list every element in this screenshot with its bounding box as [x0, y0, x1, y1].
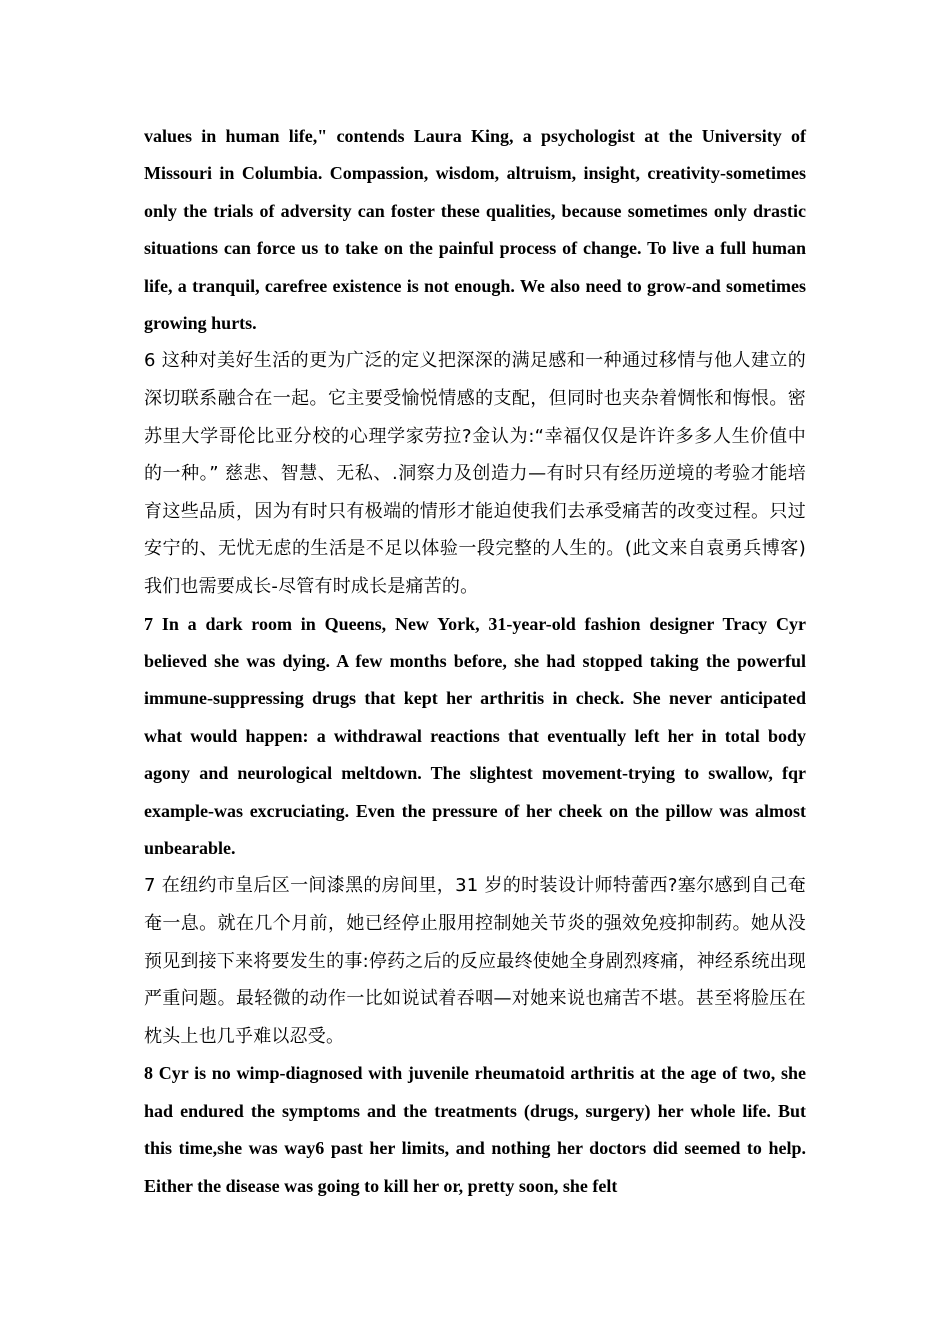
paragraph-5-english: values in human life," contends Laura King, a psychologist at the University of Missouri in Columbia. Compassion, wisdom, altruism, insight, creativity-sometimes only the trials of adversity can foster these qualities, because sometimes only drastic situations can force us to take on the painful process of change. To live a full human life, a tranquil, carefree existence is not enough. We also need to grow-and sometimes growing hurts.: [144, 126, 806, 334]
paragraph-8-english: 8 Cyr is no wimp-diagnosed with juvenile rheumatoid arthritis at the age of two, she had endured the symptoms and the treatments (drugs, surgery) her whole life. But this time,she was way6 past her limits, and nothing her doctors did seemed to help. Either the disease was going to kill her or, pretty soon, she felt: [144, 1063, 806, 1196]
paragraph-7-english: 7 In a dark room in Queens, New York, 31-year-old fashion designer Tracy Cyr believed she was dying. A few months before, she had stopped taking the powerful immune-suppressing drugs that kept her arthritis in check. She never anticipated what would happen: a withdrawal reactions that eventually left her in total body agony and neurological meltdown. The slightest movement-trying to swallow, fqr example-was excruciating. Even the pressure of her cheek on the pillow was almost unbearable.: [144, 613, 806, 859]
paragraph-6-chinese: 6 这种对美好生活的更为广泛的定义把深深的满足感和一种通过移情与他人建立的深切联系融合在一起。它主要受愉悦情感的支配，但同时也夹杂着惆怅和悔恨。密苏里大学哥伦比亚分校的心理学家劳拉?金认为:“幸福仅仅是许许多多人生价值中的一种。” 慈悲、智慧、无私、.洞察力及创造力—有时只有经历逆境的考验才能培育这些品质，因为有时只有极端的情形才能迫使我们去承受痛苦的改变过程。只过安宁的、无忧无虑的生活是不足以体验一段完整的人生的。(此文来自袁勇兵博客)我们也需要成长-尽管有时成长是痛苦的。: [144, 350, 806, 597]
document-page: [144, 118, 806, 1205]
paragraph-7-chinese: 7 在纽约市皇后区一间漆黑的房间里，31 岁的时装设计师特蕾西?塞尔感到自己奄奄一息。就在几个月前，她已经停止服用控制她关节炎的强效免疫抑制药。她从没预见到接下来将要发生的事:停药之后的反应最终使她全身剧烈疼痛，神经系统出现严重问题。最轻微的动作一比如说试着吞咽—对她来说也痛苦不堪。甚至将脸压在枕头上也几乎难以忍受。: [144, 875, 806, 1047]
